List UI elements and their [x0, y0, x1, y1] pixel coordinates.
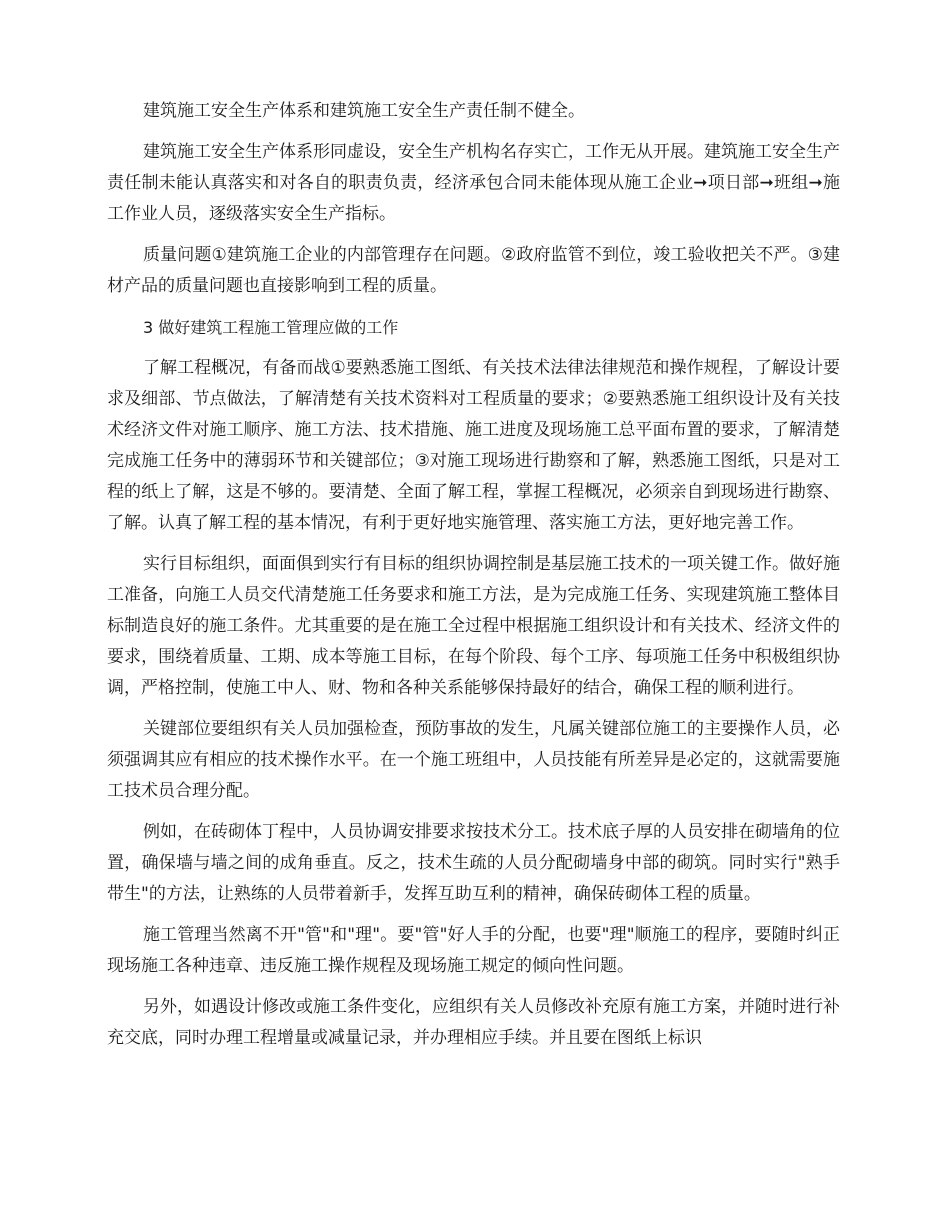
paragraph-key-positions: 关键部位要组织有关人员加强检查，预防事故的发生，凡属关键部位施工的主要操作人员，必须强调其应有相应的技术操作水平。在一个施工班组中，人员技能有所差异是必定的，这就需要施工技术员合理分配。 — [107, 719, 840, 801]
paragraph-project-overview: 了解工程概况，有备而战①要熟悉施工图纸、有关技术法律法律规范和操作规程，了解设计要求及细部、节点做法，了解清楚有关技术资料对工程质量的要求；②要熟悉施工组织设计及有关技术经济文件对施工顺序、施工方法、技术措施、施工进度及现场施工总平面布置的要求，了解清楚完成施工任务中的薄弱环节和关键部位；③对施工现场进行勘察和了解，熟悉施工图纸，只是对工程的纸上了解，这是不够的。要清楚、全面了解工程，掌握工程概况，必须亲自到现场进行勘察、了解。认真了解工程的基本情况，有利于更好地实施管理、落实施工方法，更好地完善工作。 — [107, 358, 840, 533]
paragraph-design-changes: 另外，如遇设计修改或施工条件变化，应组织有关人员修改补充原有施工方案，并随时进行补充交底，同时办理工程增量或减量记录，并办理相应手续。并且要在图纸上标识 — [107, 997, 840, 1048]
paragraph-brickwork-example: 例如，在砖砌体丁程中，人员协调安排要求按技术分工。技术底子厚的人员安排在砌墙角的位置，确保墙与墙之间的成角垂直。反之，技术生疏的人员分配砌墙身中部的砌筑。同时实行"熟手带生"的方法，让熟练的人员带着新手，发挥互助互利的精神，确保砖砌体工程的质量。 — [107, 822, 840, 904]
paragraph-safety-system-title: 建筑施工安全生产体系和建筑施工安全生产责任制不健全。 — [143, 101, 585, 121]
paragraph-safety-system: 建筑施工安全生产体系形同虚设，安全生产机构名存实亡，工作无从开展。建筑施工安全生产责任制未能认真落实和对各自的职责负责，经济承包合同未能体现从施工企业➞项日部➞班组➞施工作业人员，逐级落实安全生产指标。 — [107, 142, 840, 224]
section-heading: 3 做好建筑工程施工管理应做的工作 — [143, 318, 399, 337]
paragraph-quality-issues: 质量问题①建筑施工企业的内部管理存在问题。②政府监管不到位，竣工验收把关不严。③建材产品的质量问题也直接影响到工程的质量。 — [107, 245, 840, 296]
paragraph-management: 施工管理当然离不开"管"和"理"。要"管"好人手的分配，也要"理"顺施工的程序，要随时纠正现场施工各种违章、违反施工操作规程及现场施工规定的倾向性问题。 — [107, 925, 840, 976]
document-page — [107, 96, 840, 1064]
paragraph-target-organization: 实行目标组织，面面俱到实行有目标的组织协调控制是基层施工技术的一项关键工作。做好施工准备，向施工人员交代清楚施工任务要求和施工方法，是为完成施工任务、实现建筑施工整体目标制造良好的施工条件。尤其重要的是在施工全过程中根据施工组织设计和有关技术、经济文件的要求，围绕着质量、工期、成本等施工目标，在每个阶段、每个工序、每项施工任务中积极组织协调，严格控制，使施工中人、财、物和各种关系能够保持最好的结合，确保工程的顺利进行。 — [107, 554, 840, 698]
